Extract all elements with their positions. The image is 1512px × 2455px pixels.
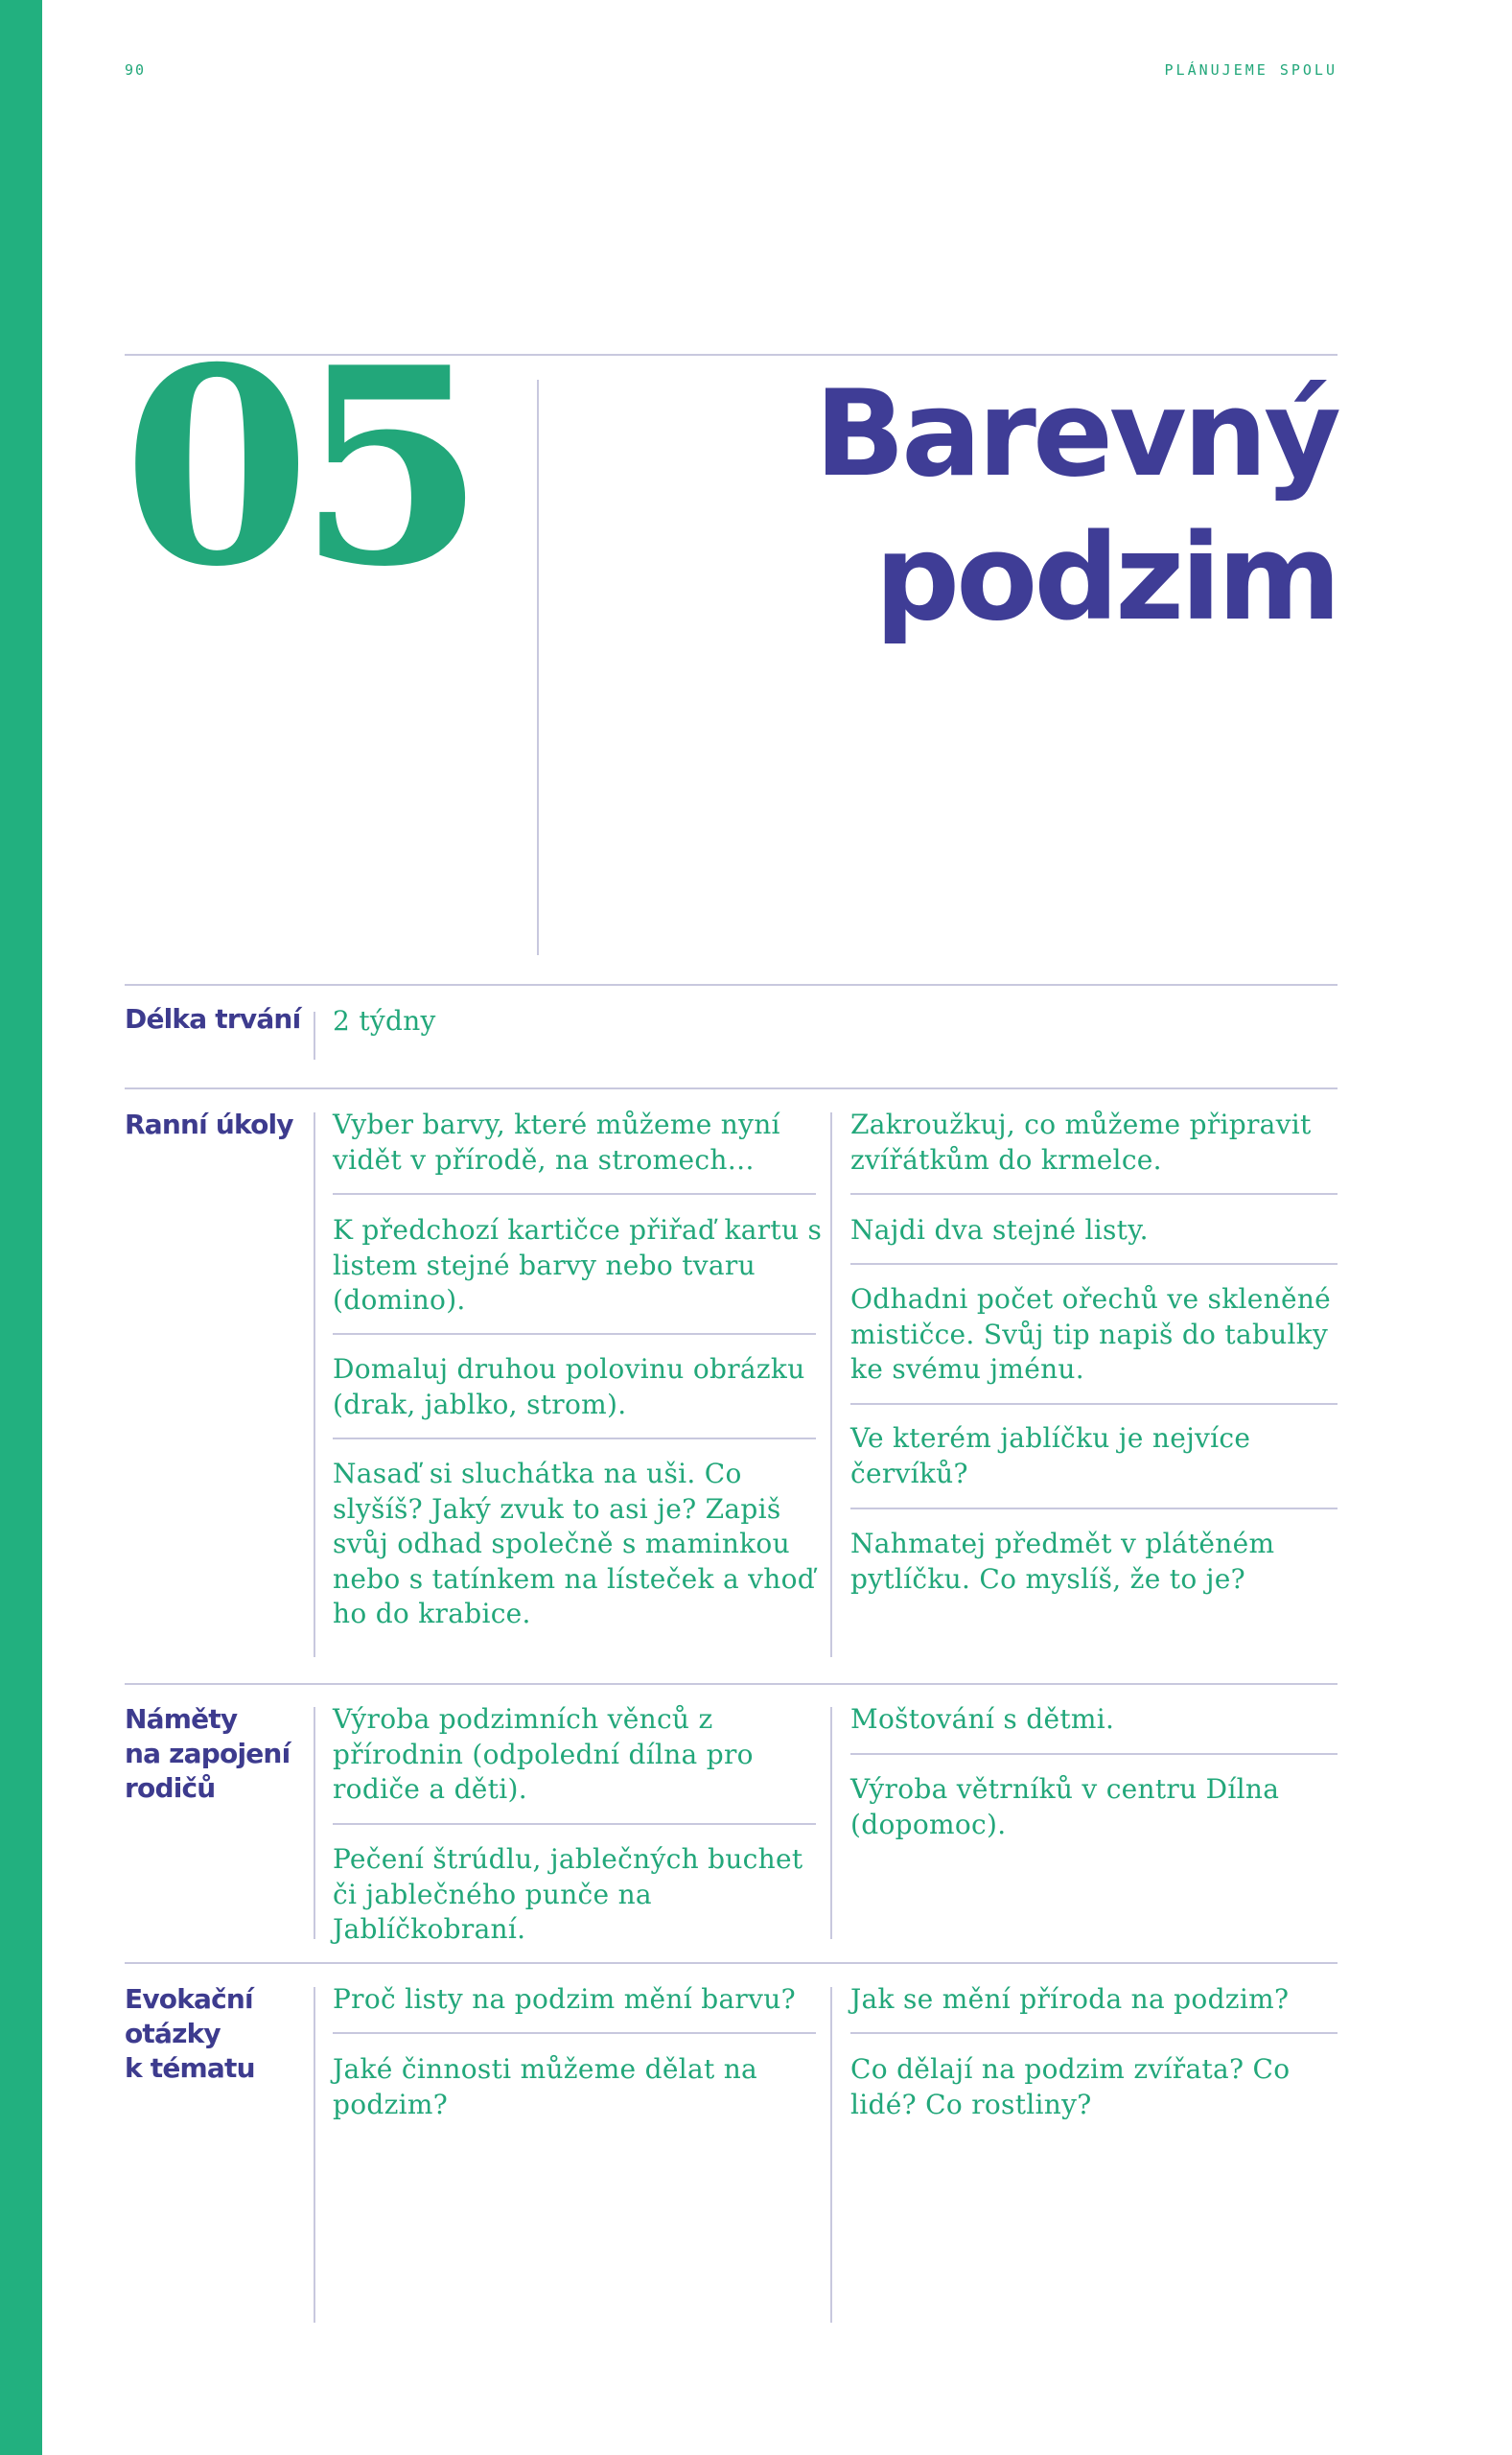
morning-task: Zakroužkuj, co můžeme připravit zvířátkům do krmelce. xyxy=(850,1109,1312,1176)
parents-label xyxy=(125,1702,290,1806)
chapter-title-line2: podzim xyxy=(874,509,1338,647)
duration-value: 2 týdny xyxy=(333,1005,436,1037)
task-divider xyxy=(850,1403,1338,1405)
questions-label-line1: Evokační xyxy=(125,1983,253,2015)
chapter-title-line1: Barevný xyxy=(814,365,1338,503)
questions-label xyxy=(125,1982,255,2086)
running-head: PLÁNUJEME SPOLU xyxy=(1164,61,1338,79)
parents-idea: Pečení štrúdlu, jablečných buchet či jablečného punče na Jablíčkobraní. xyxy=(333,1843,803,1945)
morning-task: Vyber barvy, které můžeme nyní vidět v přírodě, na stromech… xyxy=(333,1109,780,1176)
header-divider xyxy=(537,380,539,955)
question-divider xyxy=(333,2032,816,2034)
questions-label-line3: k tématu xyxy=(125,2052,255,2084)
parents-idea: Výroba podzimních věnců z přírodnin (odpolední dílna pro rodiče a děti). xyxy=(333,1703,754,1805)
morning-col1-divider xyxy=(314,1112,315,1657)
idea-divider xyxy=(850,1753,1338,1755)
task-divider xyxy=(850,1508,1338,1509)
morning-task: Nasaď si sluchátka na uši. Co slyšíš? Jaký zvuk to asi je? Zapiš svůj odhad společně s maminkou nebo s tatínkem na lísteček a vhoď ho do krabice. xyxy=(333,1458,816,1629)
question-divider xyxy=(850,2032,1338,2034)
task-divider xyxy=(850,1263,1338,1265)
morning-tasks-label: Ranní úkoly xyxy=(125,1109,293,1140)
morning-task: Ve kterém jablíčku je nejvíce červíků? xyxy=(850,1422,1251,1489)
parents-label-line3: rodičů xyxy=(125,1772,216,1804)
section-rule-duration xyxy=(125,984,1338,986)
evocation-question: Co dělají na podzim zvířata? Co lidé? Co rostliny? xyxy=(850,2053,1291,2120)
morning-col2-divider xyxy=(830,1112,832,1657)
morning-task: Odhadni počet ořechů ve skleněné mističce. Svůj tip napiš do tabulky ke svému jménu. xyxy=(850,1283,1332,1385)
questions-label-line2: otázky xyxy=(125,2018,221,2049)
idea-divider xyxy=(333,1823,816,1825)
evocation-question: Proč listy na podzim mění barvu? xyxy=(333,1983,796,2015)
questions-col1-divider xyxy=(314,1987,315,2323)
section-rule-questions xyxy=(125,1962,1338,1964)
parents-col2-divider xyxy=(830,1707,832,1939)
morning-task: Najdi dva stejné listy. xyxy=(850,1214,1149,1246)
questions-col2-divider xyxy=(830,1987,832,2323)
page-number: 90 xyxy=(125,61,147,79)
chapter-number: 05 xyxy=(123,308,473,626)
morning-task: Nahmatej předmět v plátěném pytlíčku. Co myslíš, že to je? xyxy=(850,1528,1275,1595)
parents-label-line2: na zapojení xyxy=(125,1738,291,1769)
task-divider xyxy=(333,1333,816,1335)
task-divider xyxy=(333,1193,816,1195)
evocation-question: Jaké činnosti můžeme dělat na podzim? xyxy=(333,2053,758,2120)
duration-label: Délka trvání xyxy=(125,1003,301,1035)
evocation-question: Jak se mění příroda na podzim? xyxy=(850,1983,1290,2015)
morning-task: K předchozí kartičce přiřaď kartu s listem stejné barvy nebo tvaru (domino). xyxy=(333,1214,823,1316)
parents-idea: Výroba větrníků v centru Dílna (dopomoc). xyxy=(850,1773,1280,1840)
task-divider xyxy=(333,1438,816,1439)
parents-idea: Moštování s dětmi. xyxy=(850,1703,1115,1735)
task-divider xyxy=(850,1193,1338,1195)
duration-divider xyxy=(314,1012,315,1060)
parents-label-line1: Náměty xyxy=(125,1703,238,1735)
section-rule-morning xyxy=(125,1087,1338,1089)
section-rule-parents xyxy=(125,1683,1338,1685)
parents-col1-divider xyxy=(314,1707,315,1939)
side-color-bar xyxy=(0,0,42,2455)
morning-task: Domaluj druhou polovinu obrázku (drak, jablko, strom). xyxy=(333,1353,805,1420)
chapter-title xyxy=(815,362,1338,650)
